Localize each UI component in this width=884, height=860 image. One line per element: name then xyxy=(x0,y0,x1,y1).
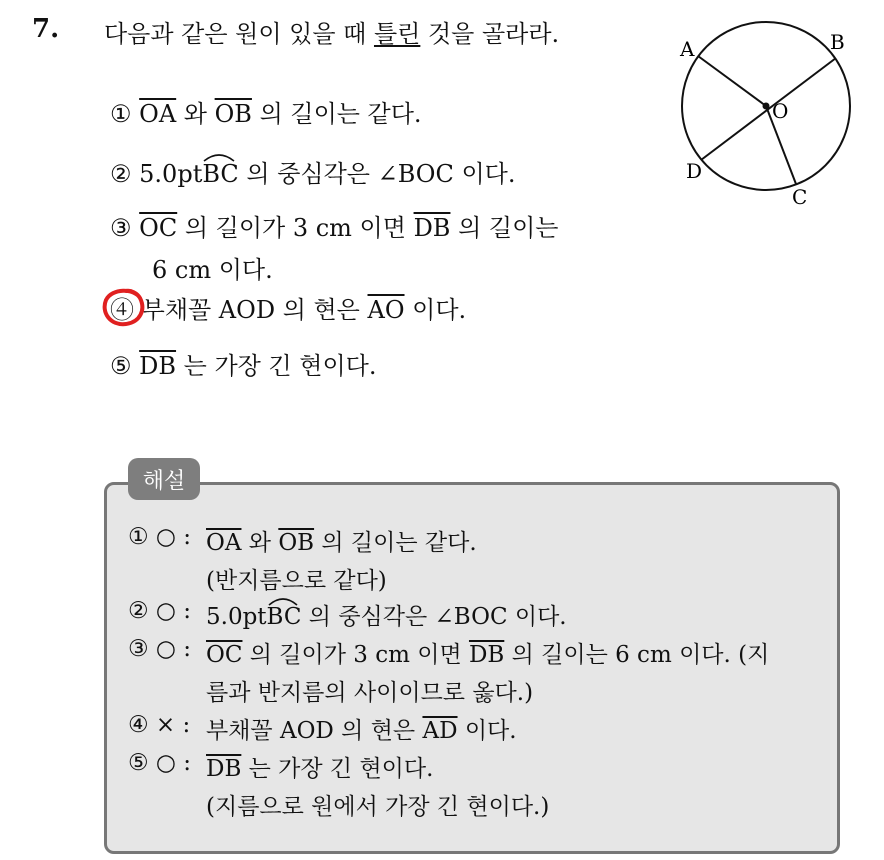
solution-text: 와 xyxy=(241,530,279,556)
arc-label: BC xyxy=(267,604,302,630)
solution-line-2 xyxy=(206,598,567,631)
solution-line-1 xyxy=(206,524,477,557)
solution-line-5-continuation: (지름으로 원에서 가장 긴 현이다.) xyxy=(206,794,550,820)
solution-text: 의 길이가 3 cm 이면 xyxy=(242,642,469,668)
option-3[interactable] xyxy=(110,208,558,243)
answer-circle-mark xyxy=(100,286,150,330)
option-5[interactable] xyxy=(110,346,376,381)
segment-label: $\overline{AO}$ xyxy=(367,296,405,324)
solution-mark-1: ① ○ : xyxy=(128,524,192,550)
center-point xyxy=(763,103,770,110)
arc-label: BC xyxy=(202,160,238,188)
segment-label: $\overline{DB}$ xyxy=(413,214,451,242)
question-text xyxy=(104,14,559,49)
option-number: ④ xyxy=(110,296,134,324)
option-text: 부채꼴 AOD 의 현은 xyxy=(134,296,368,324)
label-b: B xyxy=(830,30,845,54)
segment-label: $\overline{DB}$ xyxy=(468,642,505,668)
option-number: ③ xyxy=(110,214,132,242)
option-text: 5.0pt xyxy=(139,160,203,188)
solution-line-1-continuation: (반지름으로 같다) xyxy=(206,568,387,594)
solution-text: 부채꼴 AOD 의 현은 xyxy=(206,718,423,744)
segment-label: $\overline{AD}$ xyxy=(422,718,458,744)
option-1[interactable] xyxy=(110,94,422,129)
label-o: O xyxy=(772,99,789,123)
solution-tab: 해설 xyxy=(128,458,200,500)
segment-label: $\overline{OC}$ xyxy=(139,214,178,242)
option-2[interactable] xyxy=(110,154,515,189)
solution-mark-4: ④ × : xyxy=(128,712,191,738)
solution-line-3 xyxy=(206,636,769,669)
segment-label: $\overline{DB}$ xyxy=(139,352,177,380)
segment-label: $\overline{DB}$ xyxy=(206,756,242,782)
label-d: D xyxy=(686,159,703,183)
label-c: C xyxy=(792,185,808,209)
question-number: 7. xyxy=(32,14,60,44)
solution-text: 5.0pt xyxy=(206,604,267,630)
option-text: 의 길이가 3 cm 이면 xyxy=(177,214,414,242)
segment-label: $\overline{OA}$ xyxy=(206,530,242,556)
solution-mark-2: ② ○ : xyxy=(128,598,192,624)
solution-line-5 xyxy=(206,750,433,783)
solution-text: 의 길이는 같다. xyxy=(314,530,477,556)
solution-mark-3: ③ ○ : xyxy=(128,636,192,662)
segment-label: $\overline{OC}$ xyxy=(206,642,243,668)
segment-label: $\overline{OB}$ xyxy=(278,530,315,556)
question-text-emphasis: 틀린 xyxy=(373,20,421,48)
option-number: ① xyxy=(110,100,132,128)
solution-line-4 xyxy=(206,712,517,745)
option-4[interactable] xyxy=(110,290,466,325)
option-text: 이다. xyxy=(404,296,467,324)
option-text: 의 중심각은 ∠BOC 이다. xyxy=(238,160,516,188)
solution-mark-5: ⑤ ○ : xyxy=(128,750,192,776)
solution-text: 이다. xyxy=(457,718,517,744)
radius-oa xyxy=(698,56,766,106)
arc-symbol xyxy=(202,152,236,162)
solution-text: 의 중심각은 ∠BOC 이다. xyxy=(301,604,567,630)
option-text: 와 xyxy=(176,100,215,128)
option-text: 의 길이는 같다. xyxy=(251,100,422,128)
solution-text: 의 길이는 6 cm 이다. (지 xyxy=(504,642,770,668)
circle-figure xyxy=(660,20,870,220)
label-a: A xyxy=(680,37,695,61)
segment-label: $\overline{OB}$ xyxy=(214,100,252,128)
option-text: 의 길이는 xyxy=(450,214,559,242)
solution-line-3-continuation: 름과 반지름의 사이이므로 옳다.) xyxy=(206,680,534,706)
question-text-end: 것을 골라라. xyxy=(420,20,560,48)
question-text-start: 다음과 같은 원이 있을 때 xyxy=(104,20,374,48)
segment-label: $\overline{OA}$ xyxy=(139,100,177,128)
option-number: ⑤ xyxy=(110,352,132,380)
option-3-continuation: 6 cm 이다. xyxy=(152,256,273,284)
option-text: 는 가장 긴 현이다. xyxy=(176,352,377,380)
solution-text: 는 가장 긴 현이다. xyxy=(241,756,434,782)
arc-symbol xyxy=(267,596,299,606)
option-number: ② xyxy=(110,160,132,188)
